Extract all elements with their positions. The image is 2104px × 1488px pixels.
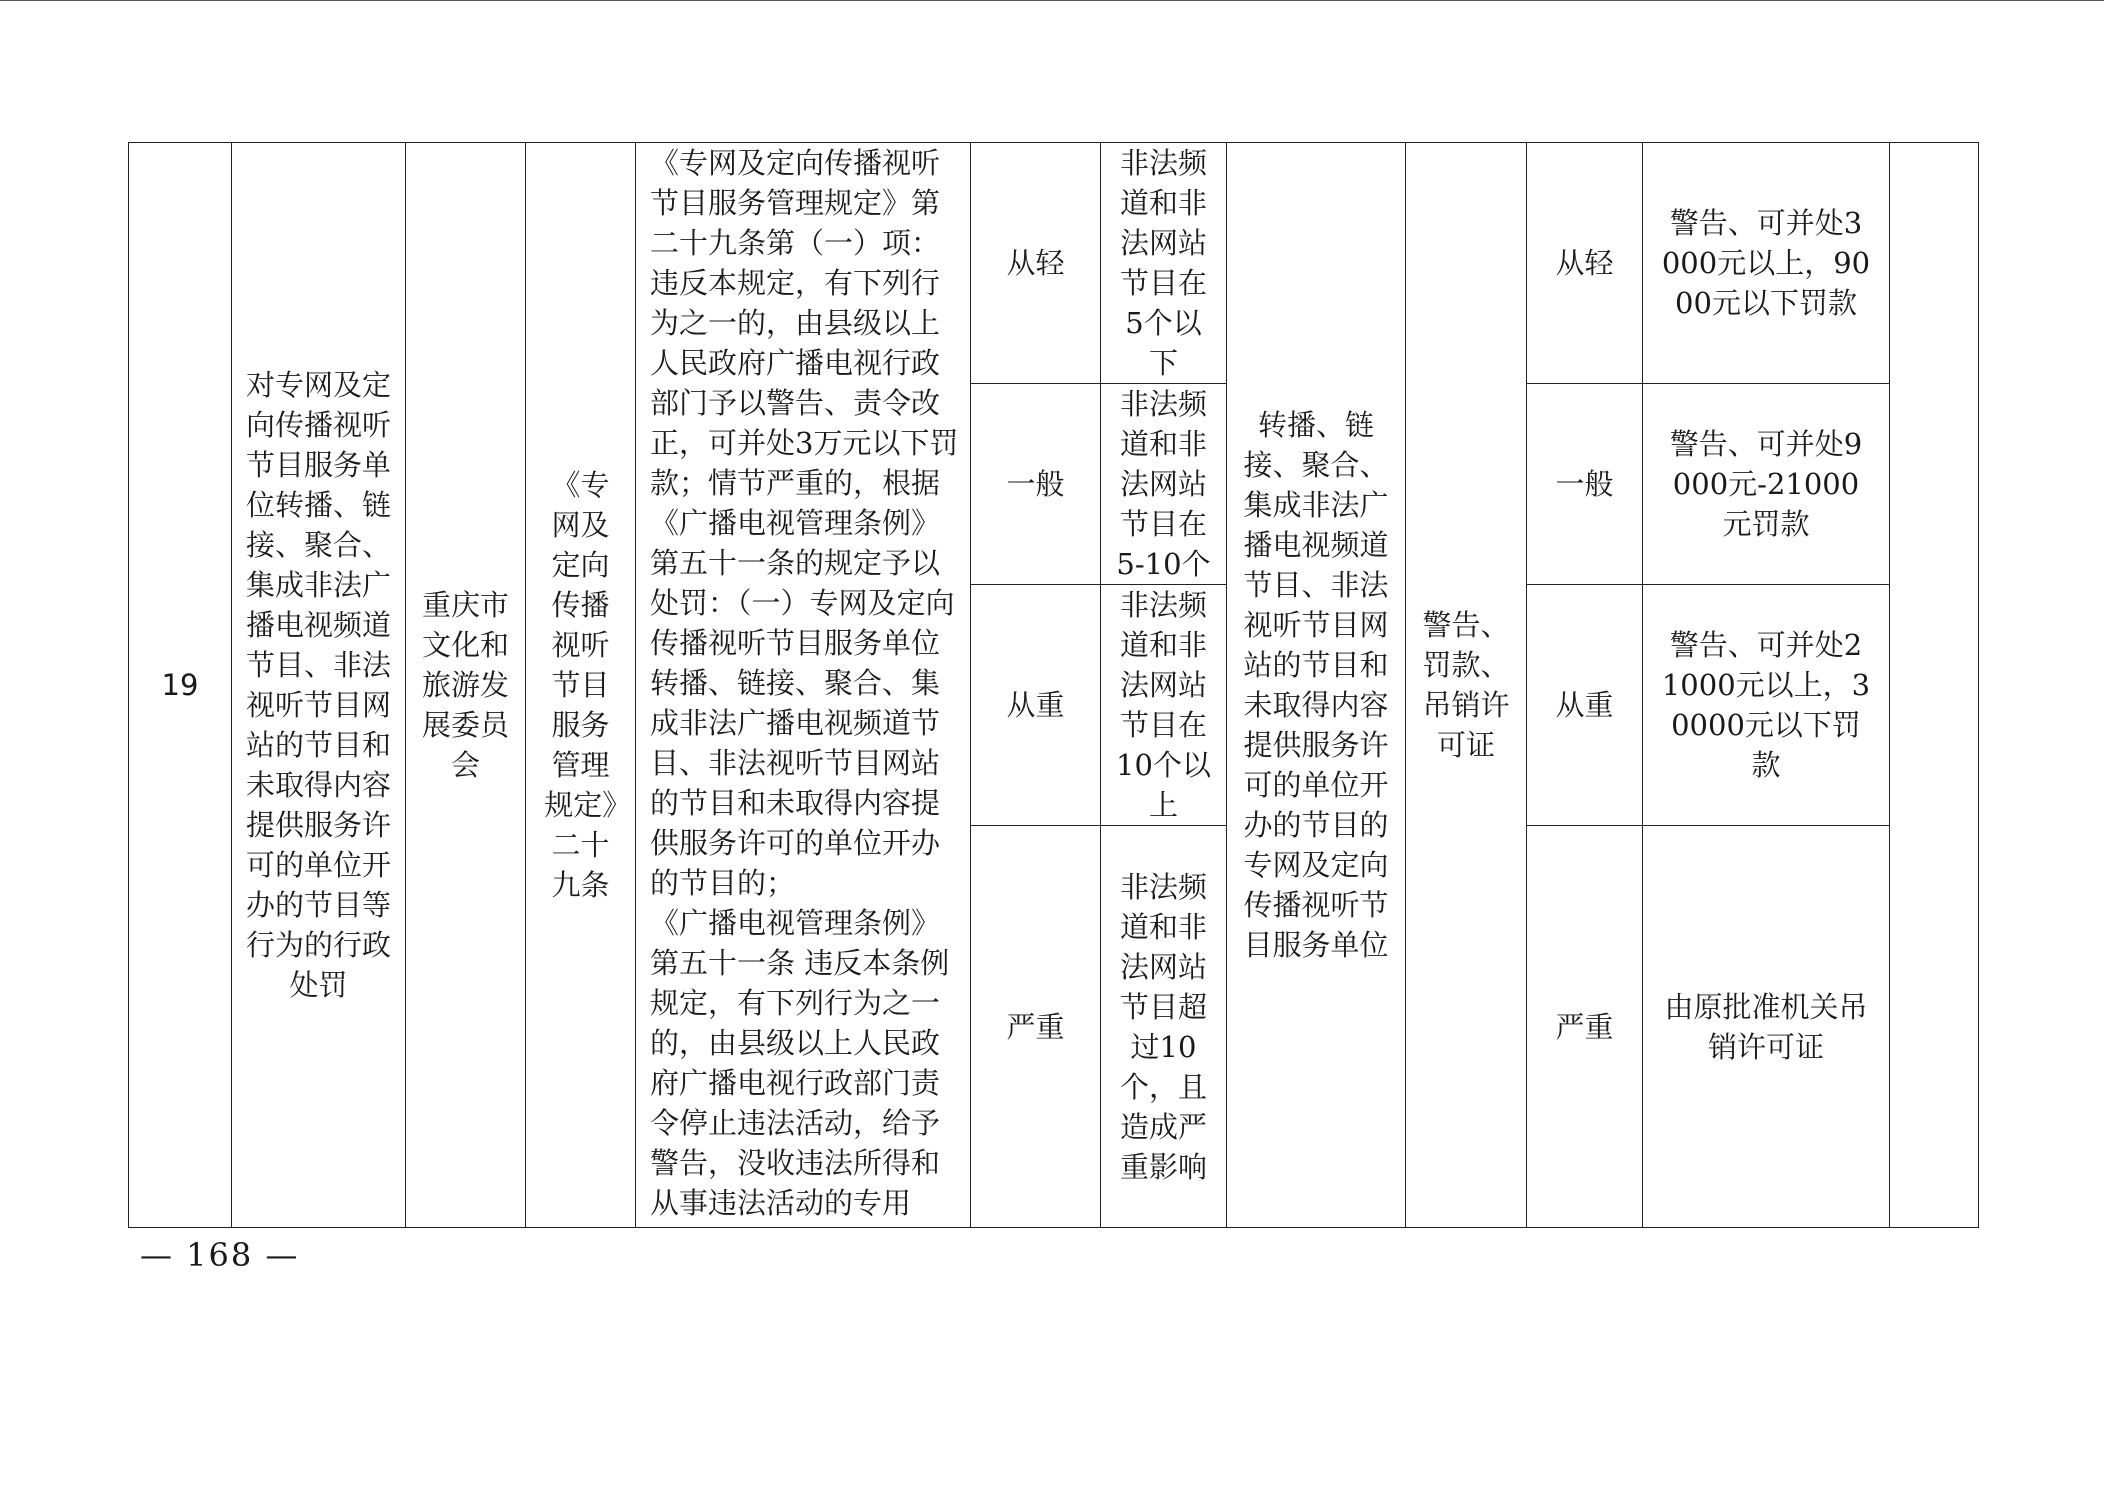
standard-cell: 警告、可并处21000元以上，30000元以下罚款 [1643,585,1890,826]
table-row [129,143,1979,384]
level-cell: 一般 [971,384,1101,585]
circumstance-cell: 非法频道和非法网站节目在5个以下 [1101,143,1227,384]
legal-paragraph-1: 《专网及定向传播视听节目服务管理规定》第二十九条第（一）项：违反本规定，有下列行为之一的，由县级以上人民政府广播电视行政部门予以警告、责令改正，可并处3万元以下罚款；情节严重的，根据《广播电视管理条例》第五十一条的规定予以处罚：（一）专网及定向传播视听节目服务单位转播、链接、聚合、集成非法广播电视频道节目、非法视听节目网站的节目和未取得内容提供服务许可的单位开办的节目的； [650,146,959,900]
applicable-subject-cell: 转播、链接、聚合、集成非法广播电视频道节目、非法视听节目网站的节目和未取得内容提供服务许可的单位开办的节目的专网及定向传播视听节目服务单位 [1227,143,1406,1228]
standard-cell: 警告、可并处3000元以上，9000元以下罚款 [1643,143,1890,384]
circumstance-cell: 非法频道和非法网站节目超过10个，且造成严重影响 [1101,826,1227,1228]
penalty-standard-table [128,142,1979,1228]
remark-cell [1890,143,1979,1228]
legal-basis-cell [636,143,971,1228]
legal-paragraph-2: 《广播电视管理条例》第五十一条 违反本条例规定，有下列行为之一的，由县级以上人民政府广播电视行政部门责令停止违法活动，给予警告，没收违法所得和从事违法活动的专用 [650,906,950,1220]
item-name-cell: 对专网及定向传播视听节目服务单位转播、链接、聚合、集成非法广播电视频道节目、非法视听节目网站的节目和未取得内容提供服务许可的单位开办的节目等行为的行政处罚 [232,143,406,1228]
page-top-rule [0,0,2104,1]
standard-cell: 由原批准机关吊销许可证 [1643,826,1890,1228]
level-cell: 严重 [971,826,1101,1228]
level-cell: 从重 [971,585,1101,826]
basis-short-cell: 《专网及定向传播视听节目服务管理规定》二十九条 [526,143,636,1228]
standard-cell: 警告、可并处9000元-21000元罚款 [1643,384,1890,585]
seq-number-cell: 19 [129,143,232,1228]
page-number: — 168 — [140,1236,300,1274]
penalty-type-cell: 警告、罚款、吊销许可证 [1406,143,1527,1228]
standard-level-cell: 一般 [1527,384,1643,585]
authority-cell: 重庆市文化和旅游发展委员会 [406,143,526,1228]
standard-level-cell: 从重 [1527,585,1643,826]
standard-level-cell: 从轻 [1527,143,1643,384]
level-cell: 从轻 [971,143,1101,384]
standard-level-cell: 严重 [1527,826,1643,1228]
circumstance-cell: 非法频道和非法网站节目在10个以上 [1101,585,1227,826]
circumstance-cell: 非法频道和非法网站节目在5-10个 [1101,384,1227,585]
